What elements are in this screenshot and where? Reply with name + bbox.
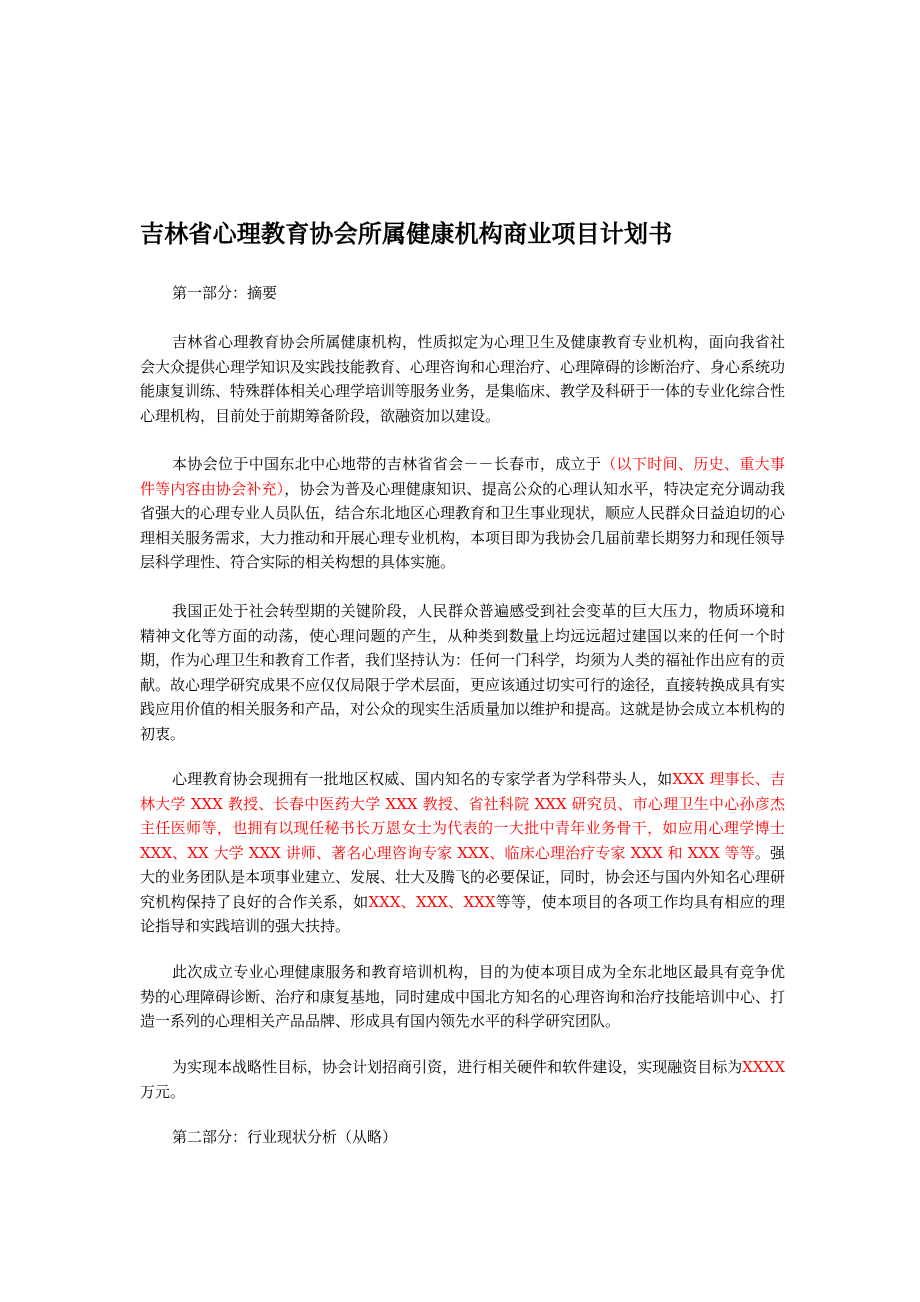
paragraph-text: ，协会为普及心理健康知识、提高公众的心理认知水平，特决定充分调动我省强大的心理专业人员队伍，结合东北地区心理教育和卫生事业现状，顺应人民群众日益迫切的心理相关服务需求，大力推动和开展心理专业机构，本项目即为我协会几届前辈长期努力和现任领导层科学理性、符合实际的相关构想的具体实施。 (140, 479, 786, 571)
paragraph-goals: 此次成立专业心理健康服务和教育培训机构，目的为使本项目成为全东北地区最具有竞争优势的心理障碍诊断、治疗和康复基地，同时建成中国北方知名的心理咨询和治疗技能培训中心、打造一系列的心理相关产品品牌、形成具有国内领先水平的科学研究团队。 (140, 963, 786, 1030)
section-heading-summary: 第一部分：摘要 (172, 284, 278, 302)
paragraph-text: 为实现本战略性目标，协会计划招商引资，进行相关硬件和软件建设，实现融资目标为 (172, 1058, 743, 1076)
paragraph-text: 。强大的业务团队是本项事业建立、发展、壮大及腾飞的必要保证，同时，协会还与国内外知名心理研究机构保持了良好的合作关系，如 (140, 843, 786, 911)
paragraph-financing (140, 1055, 785, 1104)
placeholder-partner-list: XXX、XXX、XXX (368, 892, 496, 911)
paragraph-text: 心理教育协会现拥有一批地区权威、国内知名的专家学者为学科带头人，如 (172, 770, 673, 788)
paragraph-social-context: 我国正处于社会转型期的关键阶段，人民群众普遍感受到社会变革的巨大压力，物质环境和精神文化等方面的动荡，使心理问题的产生，从种类到数量上均远远超过建国以来的任何一个时期，作为心理卫生和教育工作者，我们坚持认为：任何一门科学，均须为人类的福祉作出应有的贡献。故心理学研究成果不应仅仅局限于学术层面，更应该通过切实可行的途径，直接转换成具有实践应用价值的相关服务和产品，对公众的现实生活质量加以维护和提高。这就是协会成立本机构的初衷。 (140, 602, 786, 743)
section-heading-industry: 第二部分：行业现状分析（从略） (172, 1128, 398, 1146)
paragraph-intro: 吉林省心理教育协会所属健康机构，性质拟定为心理卫生及健康教育专业机构，面向我省社会大众提供心理学知识及实践技能教育、心理咨询和心理治疗、心理障碍的诊断治疗、身心系统功能康复训练、特殊群体相关心理学培训等服务业务，是集临床、教学及科研于一体的专业化综合性心理机构，目前处于前期筹备阶段，欲融资加以建设。 (140, 333, 786, 425)
placeholder-note: （以下时间、历史、重大事件等内容由协会补充） (140, 455, 785, 498)
paragraph-association-background (140, 452, 785, 575)
document-title: 吉林省心理教育协会所属健康机构商业项目计划书 (140, 220, 673, 248)
placeholder-amount: XXXX (742, 1058, 785, 1076)
paragraph-expert-team (140, 767, 785, 939)
paragraph-text: 万元。 (140, 1082, 186, 1101)
paragraph-text: 等等，使本项目的各项工作均具有相应的理论指导和实践培训的强大扶持。 (140, 892, 785, 935)
placeholder-expert-list: XXX 理事长、吉林大学 XXX 教授、长春中医药大学 XXX 教授、省社科院 XXX 研究员、市心理卫生中心孙彦杰主任医师等，也拥有以现任秘书长万恩女士为代表的一大批中青年业务骨干，如应用心理学博士 XXX、XX 大学 XXX 讲师、著名心理咨询专家 XXX、临床心理治疗专家 XXX 和 XXX 等等 (140, 770, 785, 862)
paragraph-text: 本协会位于中国东北中心地带的吉林省省会－－长春市，成立于 (172, 455, 602, 473)
